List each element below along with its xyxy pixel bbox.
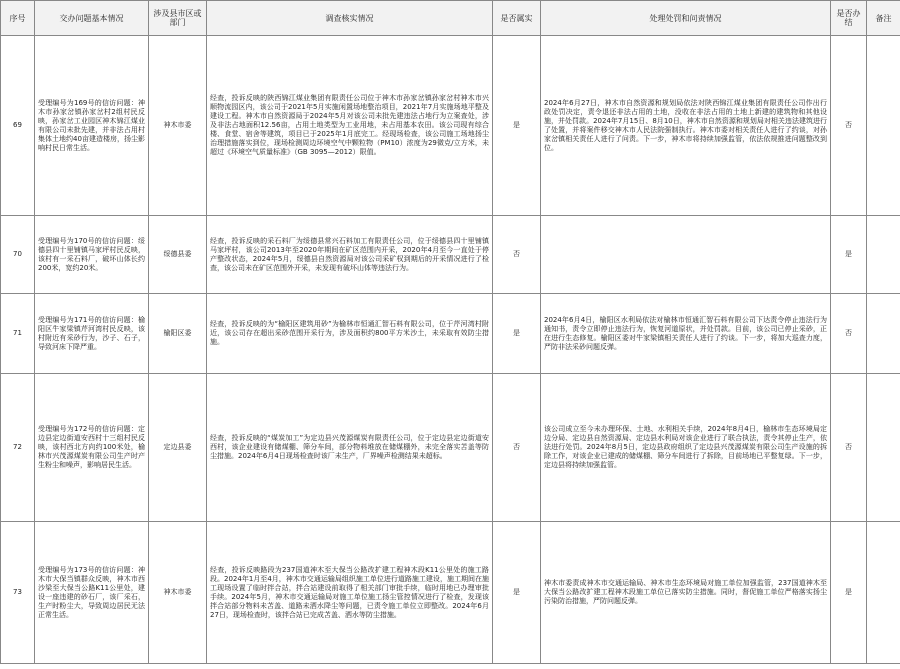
dept-cell: 神木市委	[149, 36, 207, 216]
complaint-cell: 受理编号为172号的信访问题：定边县定边街道安西村十三组村民反映，该村西北方向约100米处，榆林市兴茂源煤炭有限公司生产时产生粉尘和噪声，影响居民生活。	[35, 374, 149, 522]
verified-cell: 是	[493, 522, 541, 664]
verified-cell: 否	[493, 374, 541, 522]
remark-cell	[867, 374, 900, 522]
closed-cell: 否	[831, 374, 867, 522]
investigation-cell: 经查，投诉反映路段为237国道神木至大保当公路改扩建工程神木段K11公里处的施工路段。2024年1月至4月，神木市交通运输局组织施工单位进行道路施工建设，施工期间在施工现场设置了临时拌合站，拌合站建设前取得了相关部门审批手续，临时用地已办理审批手续。2024年5月，神木市交通运输局对施工单位施工扬尘管控情况进行了检查，发现该拌合站部分物料未苫盖、道路未洒水降尘等问题，已责令施工单位立即整改。2024年6月27日，现场检查时，该拌合站已完成苫盖、洒水等防尘措施。	[207, 522, 493, 664]
complaint-cell: 受理编号为171号的信访问题：榆阳区牛家梁镇芹河湾村民反映，该村附近有采砂行为，沙子、石子，导致河床下降严重。	[35, 294, 149, 374]
remark-cell	[867, 36, 900, 216]
handling-cell: 2024年6月4日，榆阳区水利局依法对榆林市恒通汇智石料有限公司下达责令停止违法行为通知书，责令立即停止违法行为，恢复河道原状，并处罚款。目前，该公司已停止采砂，正在进行生态修复。榆阳区委对牛家梁镇相关责任人进行了约谈。下一步，将加大巡查力度，严防非法采砂问题反弹。	[541, 294, 831, 374]
dept-cell: 定边县委	[149, 374, 207, 522]
table-row	[1, 36, 900, 216]
header-investigation: 调查核实情况	[207, 1, 493, 36]
handling-cell: 神木市委责成神木市交通运输局、神木市生态环境局对施工单位加强监管，237国道神木至大保当公路改扩建工程神木段施工单位已落实防尘措施。同时，督促施工单位严格落实扬尘污染防治措施，严防问题反弹。	[541, 522, 831, 664]
table-row	[1, 522, 900, 664]
header-seq: 序号	[1, 1, 35, 36]
closed-cell: 是	[831, 216, 867, 294]
header-dept: 涉及县市区或部门	[149, 1, 207, 36]
closed-cell: 否	[831, 294, 867, 374]
verified-cell: 否	[493, 216, 541, 294]
seq-cell: 69	[1, 36, 35, 216]
header-closed: 是否办结	[831, 1, 867, 36]
seq-cell: 71	[1, 294, 35, 374]
dept-cell: 绥德县委	[149, 216, 207, 294]
header-verified: 是否属实	[493, 1, 541, 36]
table-row	[1, 294, 900, 374]
dept-cell: 神木市委	[149, 522, 207, 664]
complaint-cell: 受理编号为169号的信访问题：神木市孙家岔镇孙家岔村2组村民反映，孙家岔工业园区神木锦江煤业有限公司未批先建，并非法占用村集体土地约40亩建造楼房，扬尘影响村民日常生活。	[35, 36, 149, 216]
complaint-cell: 受理编号为170号的信访问题：绥德县四十里铺镇马家坪村民反映，该村有一采石料厂，破坏山体长约200米，宽约20米。	[35, 216, 149, 294]
handling-cell: 该公司成立至今未办理环保、土地、水利相关手续，2024年8月4日，榆林市生态环境局定边分局、定边县自然资源局、定边县水利局对该企业进行了联合执法，责令其停止生产，依法进行处罚。2024年8月5日，定边县政府组织了定边县兴茂源煤炭有限公司生产设施的拆除工作，对该企业已建成的储煤棚、筛分车间进行了拆除，目前场地已平整复绿。下一步，定边县将持续加强监管。	[541, 374, 831, 522]
investigation-cell: 经查，投诉反映的陕西锦江煤业集团有限责任公司位于神木市孙家岔镇孙家岔村神木市兴顺物流园区内，该公司于2021年5月实施闲置场地整治项目，2021年7月实施场地平整及建设工程。神木市自然资源局于2024年5月对该公司未批先建违法占地行为立案查处，涉及非法占地面积12.56亩，占用土地类型为工业用地，未占用基本农田。该公司现有综合楼、食堂、宿舍等建筑，项目已于2025年1月底完工。经现场检查，该公司施工场地扬尘治理措施落实到位，现场检测周边环境空气中颗粒物（PM10）浓度为29微克/立方米，未超过《环境空气质量标准》（GB 3095—2012）限值。	[207, 36, 493, 216]
closed-cell: 是	[831, 522, 867, 664]
handling-cell: 2024年6月27日，神木市自然资源和规划局依法对陕西锦江煤业集团有限责任公司作出行政处罚决定，责令退还非法占用的土地，没收在非法占用的土地上新建的建筑物和其他设施，并处罚款。2024年7月15日、8月10日，神木市自然资源和规划局对相关违法建筑进行了处置，并将案件移交神木市人民法院强制执行。神木市委对相关责任人进行了约谈，对孙家岔镇相关责任人进行了问责。下一步，神木市将持续加强监管，依法依规推进问题整改到位。	[541, 36, 831, 216]
table-row	[1, 216, 900, 294]
seq-cell: 72	[1, 374, 35, 522]
remark-cell	[867, 216, 900, 294]
header-row	[1, 1, 900, 36]
investigation-cell: 经查，投诉反映的为“榆阳区建筑用砂”为榆林市恒通汇智石料有限公司，位于芹河湾村附近，该公司存在超出采砂范围开采行为，涉及面积约800平方米沙土，未采取有效防尘措施。	[207, 294, 493, 374]
seq-cell: 70	[1, 216, 35, 294]
closed-cell: 否	[831, 36, 867, 216]
remark-cell	[867, 522, 900, 664]
header-remark: 备注	[867, 1, 900, 36]
verified-cell: 是	[493, 36, 541, 216]
seq-cell: 73	[1, 522, 35, 664]
investigation-cell: 经查，投诉反映的“煤炭加工”为定边县兴茂源煤炭有限责任公司，位于定边县定边街道安西村，该企业建设有储煤棚、筛分车间，部分物料堆放在储煤棚外，未完全落实苫盖等防尘措施。2024年6月4日现场检查时该厂未生产，厂界噪声检测结果未超标。	[207, 374, 493, 522]
header-complaint: 交办问题基本情况	[35, 1, 149, 36]
dept-cell: 榆阳区委	[149, 294, 207, 374]
verified-cell: 是	[493, 294, 541, 374]
remark-cell	[867, 294, 900, 374]
header-handling: 处理处罚和问责情况	[541, 1, 831, 36]
investigation-cell: 经查，投诉反映的采石料厂为绥德县常兴石料加工有限责任公司，位于绥德县四十里铺镇马家坪村，该公司2013年至2020年期间在矿区范围内开采，2020年4月至今一直处于停产整改状态，2024年5月，绥德县自然资源局对该公司采矿权到期后的开采情况进行了检查，该公司未在矿区范围外开采，未发现有破坏山体等违法行为。	[207, 216, 493, 294]
complaint-cell: 受理编号为173号的信访问题：神木市大保当镇群众反映，神木市西沙梁至大保当公路K11公里处，建设一座违建的砂石厂，该厂采石，生产时粉尘大，导致周边居民无法正常生活。	[35, 522, 149, 664]
table-row	[1, 374, 900, 522]
handling-cell	[541, 216, 831, 294]
